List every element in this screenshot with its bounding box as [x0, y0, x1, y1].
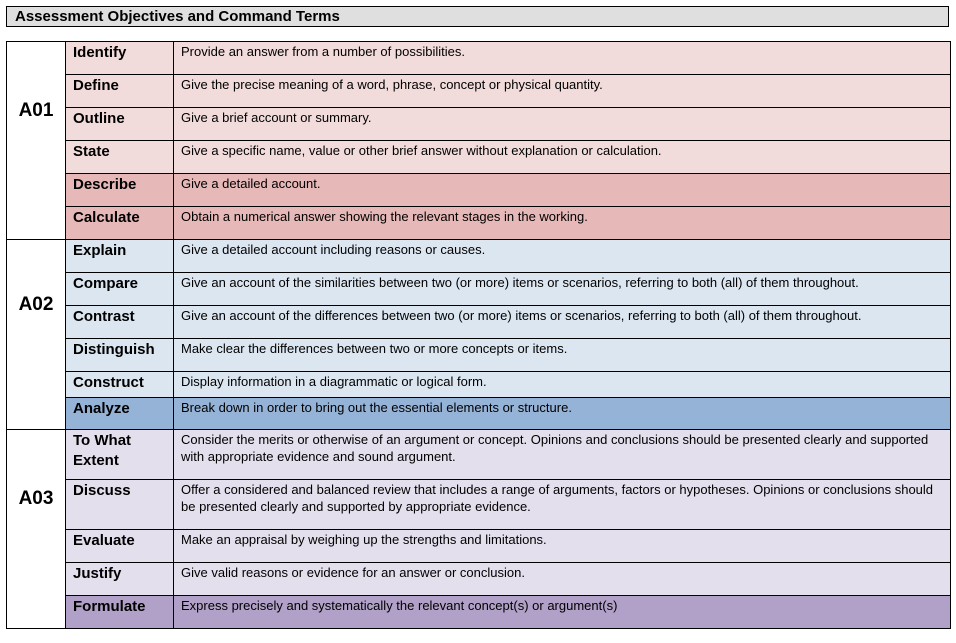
- table-row: [7, 563, 951, 596]
- table-row: [7, 174, 951, 207]
- term-definition: Give the precise meaning of a word, phrase, concept or physical quantity.: [174, 75, 951, 108]
- term-definition: Express precisely and systematically the relevant concept(s) or argument(s): [174, 596, 951, 629]
- table-row: [7, 108, 951, 141]
- table-header-bar: [6, 6, 949, 27]
- term-definition: Provide an answer from a number of possibilities.: [174, 42, 951, 75]
- term-definition: Give an account of the similarities between two (or more) items or scenarios, referring to both (all) of them throughout.: [174, 273, 951, 306]
- objective-label-a01: A01: [7, 42, 66, 240]
- command-term: State: [66, 141, 174, 174]
- table-row: [7, 273, 951, 306]
- table-row: [7, 306, 951, 339]
- command-term: Identify: [66, 42, 174, 75]
- table-row: [7, 207, 951, 240]
- command-term: To What Extent: [66, 430, 174, 480]
- objective-label-a02: A02: [7, 240, 66, 430]
- command-term: Formulate: [66, 596, 174, 629]
- term-definition: Offer a considered and balanced review that includes a range of arguments, factors or hypotheses. Opinions or conclusions should be presented clearly and supported by appropriate evidence.: [174, 480, 951, 530]
- page-title: Assessment Objectives and Command Terms: [15, 8, 340, 25]
- table-row: [7, 42, 951, 75]
- objective-label-a03: A03: [7, 430, 66, 629]
- table-row: [7, 596, 951, 629]
- command-term: Explain: [66, 240, 174, 273]
- command-term: Analyze: [66, 398, 174, 430]
- table-row: [7, 398, 951, 430]
- command-terms-table: [6, 41, 951, 629]
- command-term: Evaluate: [66, 530, 174, 563]
- term-definition: Make clear the differences between two or more concepts or items.: [174, 339, 951, 372]
- term-definition: Make an appraisal by weighing up the strengths and limitations.: [174, 530, 951, 563]
- table-row: [7, 430, 951, 480]
- term-definition: Give a detailed account including reasons or causes.: [174, 240, 951, 273]
- document-page: [6, 6, 950, 633]
- term-definition: Obtain a numerical answer showing the relevant stages in the working.: [174, 207, 951, 240]
- table-row: [7, 480, 951, 530]
- term-definition: Break down in order to bring out the essential elements or structure.: [174, 398, 951, 430]
- term-definition: Give a specific name, value or other brief answer without explanation or calculation.: [174, 141, 951, 174]
- term-definition: Give a detailed account.: [174, 174, 951, 207]
- table-row: [7, 530, 951, 563]
- command-term: Define: [66, 75, 174, 108]
- command-term: Calculate: [66, 207, 174, 240]
- table-row: [7, 75, 951, 108]
- term-definition: Consider the merits or otherwise of an argument or concept. Opinions and conclusions should be presented clearly and supported with appropriate evidence and sound argument.: [174, 430, 951, 480]
- table-row: [7, 141, 951, 174]
- command-term: Justify: [66, 563, 174, 596]
- term-definition: Give a brief account or summary.: [174, 108, 951, 141]
- term-definition: Display information in a diagrammatic or logical form.: [174, 372, 951, 398]
- command-term: Describe: [66, 174, 174, 207]
- command-term: Compare: [66, 273, 174, 306]
- command-term: Contrast: [66, 306, 174, 339]
- term-definition: Give an account of the differences between two (or more) items or scenarios, referring to both (all) of them throughout.: [174, 306, 951, 339]
- table-row: [7, 240, 951, 273]
- table-row: [7, 339, 951, 372]
- command-term: Distinguish: [66, 339, 174, 372]
- term-definition: Give valid reasons or evidence for an answer or conclusion.: [174, 563, 951, 596]
- command-term: Outline: [66, 108, 174, 141]
- command-term: Construct: [66, 372, 174, 398]
- command-term: Discuss: [66, 480, 174, 530]
- table-row: [7, 372, 951, 398]
